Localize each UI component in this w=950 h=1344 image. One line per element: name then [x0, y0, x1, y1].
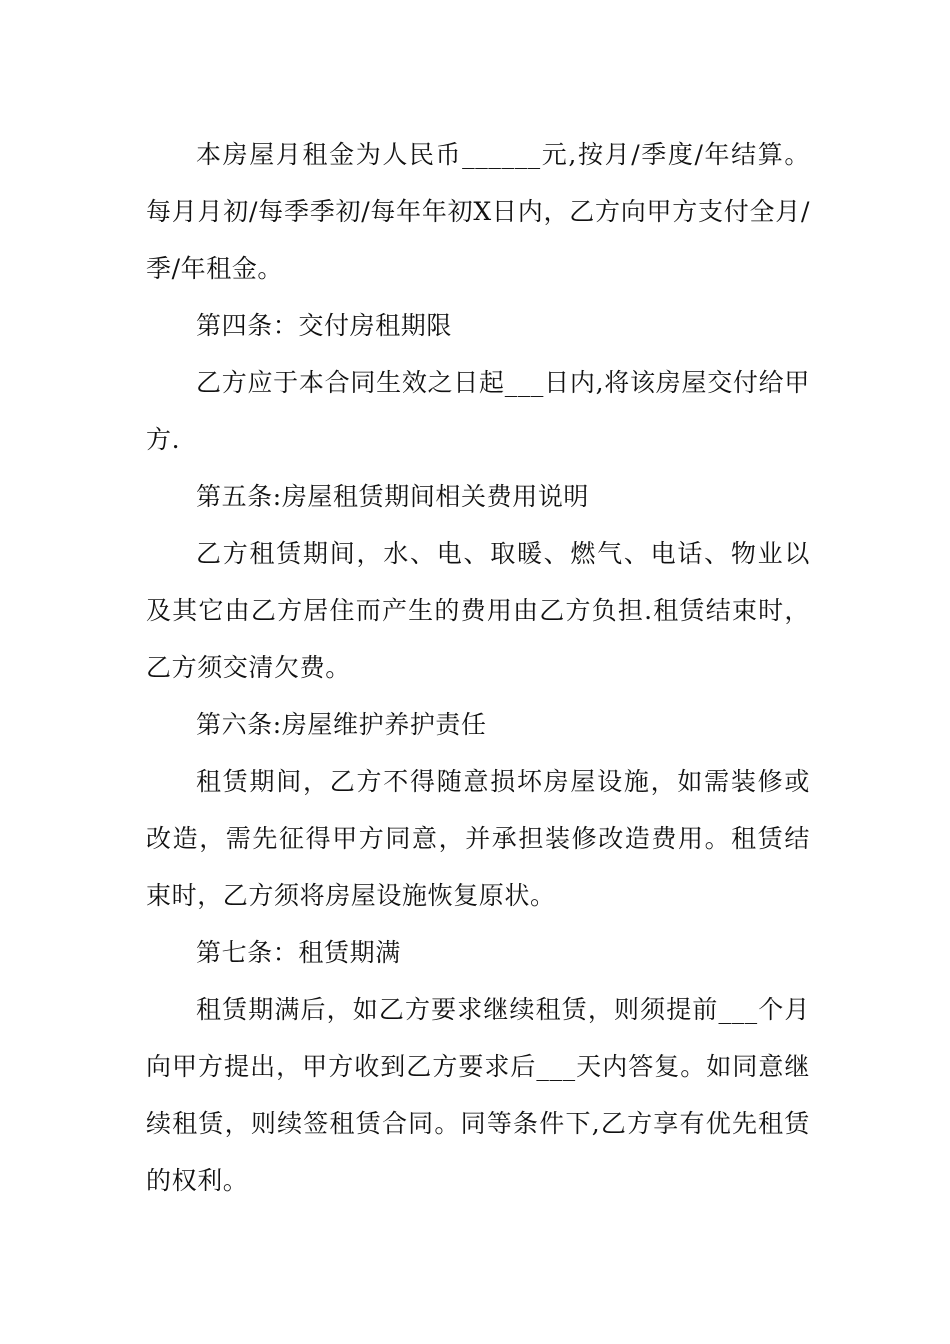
article-6-heading: 第六条:房屋维护养护责任	[196, 710, 487, 739]
article-7-heading: 第七条：租赁期满	[196, 938, 401, 967]
article-5-heading: 第五条:房屋租赁期间相关费用说明	[196, 482, 590, 511]
rent-payment-paragraph: 本房屋月租金为人民币______元,按月/季度/年结算。每月月初/每季季初/每年年初X日内，乙方向甲方支付全月/季/年租金。	[146, 140, 810, 283]
document-body	[146, 126, 810, 1209]
article-4-heading: 第四条：交付房租期限	[196, 311, 453, 340]
article-4-paragraph: 乙方应于本合同生效之日起___日内,将该房屋交付给甲方.	[146, 368, 810, 454]
article-6-paragraph: 租赁期间，乙方不得随意损坏房屋设施，如需装修或改造，需先征得甲方同意，并承担装修改造费用。租赁结束时，乙方须将房屋设施恢复原状。	[146, 767, 810, 910]
article-7-paragraph: 租赁期满后，如乙方要求继续租赁，则须提前___个月向甲方提出，甲方收到乙方要求后___天内答复。如同意继续租赁，则续签租赁合同。同等条件下,乙方享有优先租赁的权利。	[146, 995, 810, 1195]
article-5-paragraph: 乙方租赁期间，水、电、取暖、燃气、电话、物业以及其它由乙方居住而产生的费用由乙方负担.租赁结束时，乙方须交清欠费。	[146, 539, 810, 682]
